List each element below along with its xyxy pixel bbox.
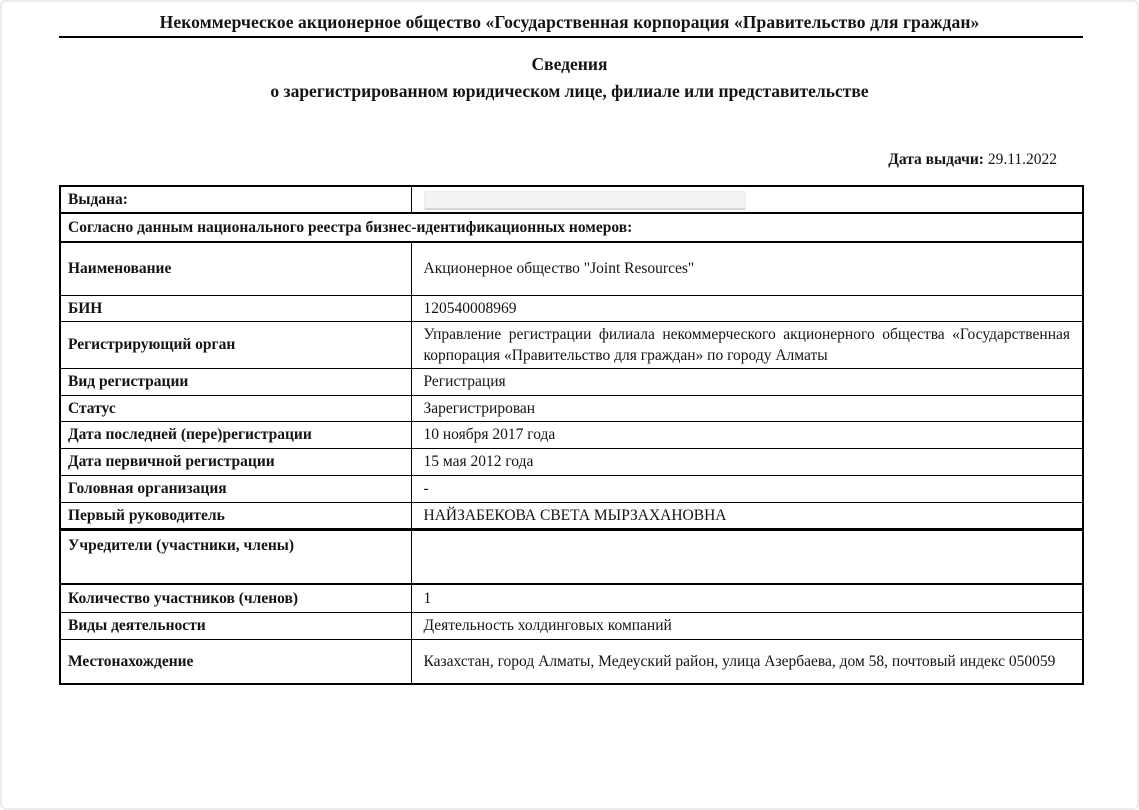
field-value: Зарегистрирован xyxy=(411,395,1083,421)
table-row-founders xyxy=(60,529,1083,584)
field-value: Управление регистрации филиала некоммерческого акционерного общества «Государственная корпорация «Правительство для граждан» по городу Алматы xyxy=(411,321,1083,368)
table-row-registration-authority xyxy=(60,321,1083,368)
field-label: Дата последней (пере)регистрации xyxy=(60,421,411,448)
field-value xyxy=(411,529,1083,584)
field-value: - xyxy=(411,475,1083,502)
field-value: 1 xyxy=(411,584,1083,612)
table-row-name xyxy=(60,242,1083,295)
field-label: Дата первичной регистрации xyxy=(60,448,411,475)
table-row-parent-organization xyxy=(60,475,1083,502)
field-label: Виды деятельности xyxy=(60,612,411,639)
table-row-participants-count xyxy=(60,584,1083,612)
field-label: Первый руководитель xyxy=(60,502,411,529)
registration-info-table xyxy=(59,185,1084,685)
table-row-first-registration-date xyxy=(60,448,1083,475)
issue-date-line xyxy=(2,151,1057,169)
field-value: Деятельность холдинговых компаний xyxy=(411,612,1083,639)
table-row-registry-note xyxy=(60,213,1083,242)
title-divider-line xyxy=(59,36,1083,38)
field-value: 15 мая 2012 года xyxy=(411,448,1083,475)
issue-date-value: 29.11.2022 xyxy=(987,151,1057,168)
field-label: Регистрирующий орган xyxy=(60,321,411,368)
field-label: БИН xyxy=(60,295,411,321)
issue-date-label: Дата выдачи: xyxy=(888,151,984,168)
org-title: Некоммерческое акционерное общество «Государственная корпорация «Правительство для граждан» xyxy=(159,12,980,32)
field-label: Учредители (участники, члены) xyxy=(60,529,411,584)
field-label: Статус xyxy=(60,395,411,421)
field-label: Количество участников (членов) xyxy=(60,584,411,612)
field-value: 10 ноября 2017 года xyxy=(411,421,1083,448)
table-row-issued-to xyxy=(60,186,1083,213)
table-row-bin xyxy=(60,295,1083,321)
field-value: Регистрация xyxy=(411,368,1083,395)
table-row-activities xyxy=(60,612,1083,639)
field-label: Наименование xyxy=(60,242,411,295)
redacted-value-box xyxy=(424,191,746,210)
field-label: Выдана: xyxy=(60,186,411,213)
document-title-line1: Сведения xyxy=(531,54,608,74)
field-value: НАЙЗАБЕКОВА СВЕТА МЫРЗАХАНОВНА xyxy=(411,502,1083,529)
table-row-last-registration-date xyxy=(60,421,1083,448)
table-row-location xyxy=(60,639,1083,684)
document-title xyxy=(2,51,1137,105)
table-row-status xyxy=(60,395,1083,421)
field-value: Казахстан, город Алматы, Медеуский район, улица Азербаева, дом 58, почтовый индекс 050059 xyxy=(411,639,1083,684)
field-value: Акционерное общество "Joint Resources" xyxy=(411,242,1083,295)
registry-note-text: Согласно данным национального реестра бизнес-идентификационных номеров: xyxy=(60,213,1083,242)
field-label: Вид регистрации xyxy=(60,368,411,395)
field-label: Местонахождение xyxy=(60,639,411,684)
field-label: Головная организация xyxy=(60,475,411,502)
table-row-registration-type xyxy=(60,368,1083,395)
document-title-line2: о зарегистрированном юридическом лице, филиале или представительстве xyxy=(270,81,869,101)
table-row-first-head xyxy=(60,502,1083,529)
field-value xyxy=(411,186,1083,213)
field-value: 120540008969 xyxy=(411,295,1083,321)
